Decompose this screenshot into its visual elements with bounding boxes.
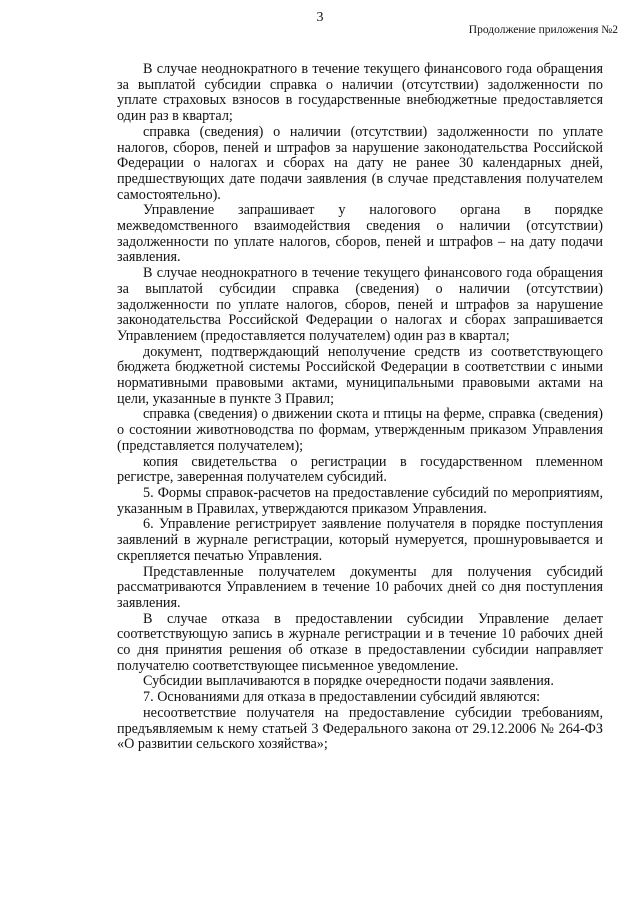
paragraph-breeding-register-copy: копия свидетельства о регистрации в государственном племенном регистре, заверенная получателем субсидий. xyxy=(117,453,603,486)
paragraph-insurance-debt-quarterly: В случае неоднократного в течение текущего финансового года обращения за выплатой субсидии справка о наличии (отсутствии) задолженности по уплате страховых взносов в государственные внебюджетные предоставляется один раз в квартал; xyxy=(117,61,603,125)
paragraph-item-6-registration: 6. Управление регистрирует заявление получателя в порядке поступления заявлений в журнале регистрации, который нумеруется, прошнуровывается и скрепляется печатью Управления. xyxy=(117,516,603,564)
paragraph-no-other-funds-document: документ, подтверждающий неполучение средств из соответствующего бюджета бюджетной системы Российской Федерации в соответствии с иными нормативными правовыми актами, муниципальными правовыми актами на цели, указанные в пункте 3 Правил; xyxy=(117,343,603,407)
continuation-note: Продолжение приложения №2 xyxy=(468,24,618,36)
document-body xyxy=(117,62,603,753)
paragraph-refusal-notice: В случае отказа в предоставлении субсидии Управление делает соответствующую запись в журнале регистрации и в течение 10 рабочих дней со дня принятия решения об отказе в предоставлении субсидии направляет получателю соответствующее письменное уведомление. xyxy=(117,610,603,674)
paragraph-tax-debt-certificate: справка (сведения) о наличии (отсутствии) задолженности по уплате налогов, сборов, пеней и штрафов за нарушение законодательства Российской Федерации о налогах и сборах на дату не ранее 30 календарных дней, предшествующих дате подачи заявления (в случае представления получателем самостоятельно). xyxy=(117,123,603,203)
page-number: 3 xyxy=(316,10,324,25)
paragraph-review-period: Представленные получателем документы для получения субсидий рассматриваются Управлением в течение 10 рабочих дней со дня поступления заявления. xyxy=(117,563,603,611)
paragraph-tax-debt-quarterly: В случае неоднократного в течение текущего финансового года обращения за выплатой субсидии справка (сведения) о наличии (отсутствии) задолженности по уплате налогов, сборов, пеней и штрафов за нарушение законодательства Российской Федерации о налогах и сборах запрашивается Управлением (предоставляется получателем) один раз в квартал; xyxy=(117,265,603,344)
paragraph-item-5-forms: 5. Формы справок-расчетов на предоставление субсидий по мероприятиям, указанным в Правилах, утверждаются приказом Управления. xyxy=(117,484,603,517)
paragraph-interagency-request: Управление запрашивает у налогового органа в порядке межведомственного взаимодействия сведения о наличии (отсутствии) задолженности по уплате налогов, сборов, пеней и штрафов – на дату подачи заявления. xyxy=(117,202,603,266)
paragraph-payment-order: Субсидии выплачиваются в порядке очередности подачи заявления. xyxy=(143,673,554,690)
paragraph-item-7-grounds: 7. Основаниями для отказа в предоставлении субсидий являются: xyxy=(143,689,541,706)
paragraph-livestock-movement-certificate: справка (сведения) о движении скота и птицы на ферме, справка (сведения) о состоянии животноводства по формам, утвержденным приказом Управления (представляется получателем); xyxy=(117,406,603,454)
paragraph-noncompliance: несоответствие получателя на предоставление субсидии требованиям, предъявляемым к нему статьей 3 Федерального закона от 29.12.2006 № 264-ФЗ «О развитии сельского хозяйства»; xyxy=(117,704,603,753)
